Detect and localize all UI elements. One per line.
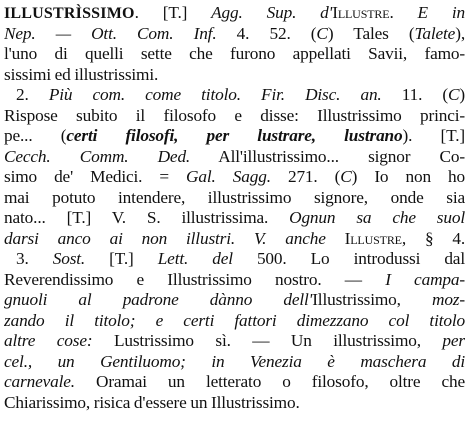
sense-number: 3. xyxy=(16,249,53,268)
entry-line xyxy=(4,24,465,45)
text-run-italic: per xyxy=(442,331,465,350)
text-run-italic: Agg. Sup. d' xyxy=(211,3,333,22)
dictionary-entry xyxy=(4,3,465,413)
text-run: 271. ( xyxy=(270,167,341,186)
text-run: nato... [T.] V. S. illustrissima. xyxy=(4,208,290,227)
entry-line xyxy=(4,3,465,24)
entry-line xyxy=(4,290,465,311)
sense-number: 2. xyxy=(16,85,49,104)
citation: Lett. del xyxy=(157,249,233,268)
text-run: 4. 52. ( xyxy=(216,23,317,43)
headword: ILLUSTRÌSSIMO xyxy=(4,5,135,22)
text-run: . [T.] xyxy=(134,3,212,22)
sense-2-line xyxy=(4,85,465,106)
entry-line xyxy=(4,311,465,332)
entry-line xyxy=(4,352,465,373)
text-run: Reverendissimo e Illustrissimo nostro. — xyxy=(4,269,386,289)
text-run: sissimi ed illustrissimi. xyxy=(4,64,159,84)
text-run: simo de' Medici. = xyxy=(4,167,187,186)
text-run-italic: C xyxy=(316,23,328,43)
text-run: . xyxy=(389,3,418,22)
text-run: mai potuto intendere, illustrissimo signore, onde sia xyxy=(4,187,465,207)
text-run-italic: cel., un Gentiluomo; in Venezia è maschera di xyxy=(4,351,465,371)
entry-line xyxy=(4,167,465,188)
entry-line xyxy=(4,147,465,168)
text-run-italic: darsi anco ai non illustri. V. anche xyxy=(4,228,345,248)
text-run-italic: C xyxy=(448,85,460,104)
entry-line xyxy=(4,331,465,352)
text-run: ), xyxy=(455,23,465,43)
text-run-italic: Talete xyxy=(414,23,456,43)
text-run: Rispose subito il filosofo e disse: Illustrissimo princi- xyxy=(4,105,465,125)
entry-line xyxy=(4,106,465,127)
text-run: 500. Lo introdussi dal xyxy=(232,249,465,268)
sense-3-line xyxy=(4,249,465,270)
text-run: ) xyxy=(459,85,465,104)
text-run: [T.] xyxy=(85,249,158,268)
text-run-italic: Sost. xyxy=(52,249,86,268)
text-run: ) Io non ho xyxy=(351,167,465,186)
text-run-bold-italic: certi filosofi, per lustrare, lustrano xyxy=(66,126,403,145)
entry-line xyxy=(4,44,465,65)
text-run: , § 4. xyxy=(401,228,465,248)
entry-line xyxy=(4,126,465,147)
entry-line xyxy=(4,270,465,291)
text-run: ). [T.] xyxy=(402,126,465,145)
text-run-italic: gnuoli al padrone dànno dell' xyxy=(4,290,313,309)
entry-line xyxy=(4,372,465,393)
citation: Gal. Sagg. xyxy=(186,167,271,186)
entry-line xyxy=(4,393,465,414)
text-run-italic: C xyxy=(340,167,352,186)
cross-reference: Illustre xyxy=(332,3,390,22)
citation: Nep. — Ott. Com. Inf. xyxy=(4,23,217,43)
text-run-italic: moz- xyxy=(431,290,465,309)
text-run: Chiarissimo, risica d'essere un Illustrissimo. xyxy=(4,392,300,412)
entry-line xyxy=(4,65,465,86)
text-run-italic: Ognun sa che suol xyxy=(289,208,465,227)
entry-line xyxy=(4,229,465,250)
cross-reference: Illustre xyxy=(344,228,402,248)
text-run: Illustrissimo, xyxy=(312,290,432,309)
text-run-italic: altre cose: xyxy=(4,331,93,350)
text-run: ) Tales ( xyxy=(327,23,415,43)
text-run-italic: zando il titolo; e certi fattori dimezzano col titolo xyxy=(4,310,465,330)
citation: Più com. come titolo. Fir. Disc. an. xyxy=(48,85,382,104)
text-run-italic: E in xyxy=(417,3,465,22)
text-run-italic: carnevale. xyxy=(4,372,75,391)
text-run: 11. ( xyxy=(381,85,448,104)
text-run: Lustrissimo sì. — Un illustrissimo, xyxy=(92,331,443,350)
text-run: l'uno di quelli sette che furono appellati Savii, famo- xyxy=(4,44,465,63)
text-run: All'illustrissimo... signor Co- xyxy=(190,146,465,166)
entry-line xyxy=(4,208,465,229)
text-run: Oramai un letterato o filosofo, oltre che xyxy=(74,372,465,391)
citation: Cecch. Comm. Ded. xyxy=(4,146,191,166)
text-run-italic: I campa- xyxy=(385,269,465,289)
entry-line xyxy=(4,188,465,209)
text-run: pe... ( xyxy=(4,126,67,145)
